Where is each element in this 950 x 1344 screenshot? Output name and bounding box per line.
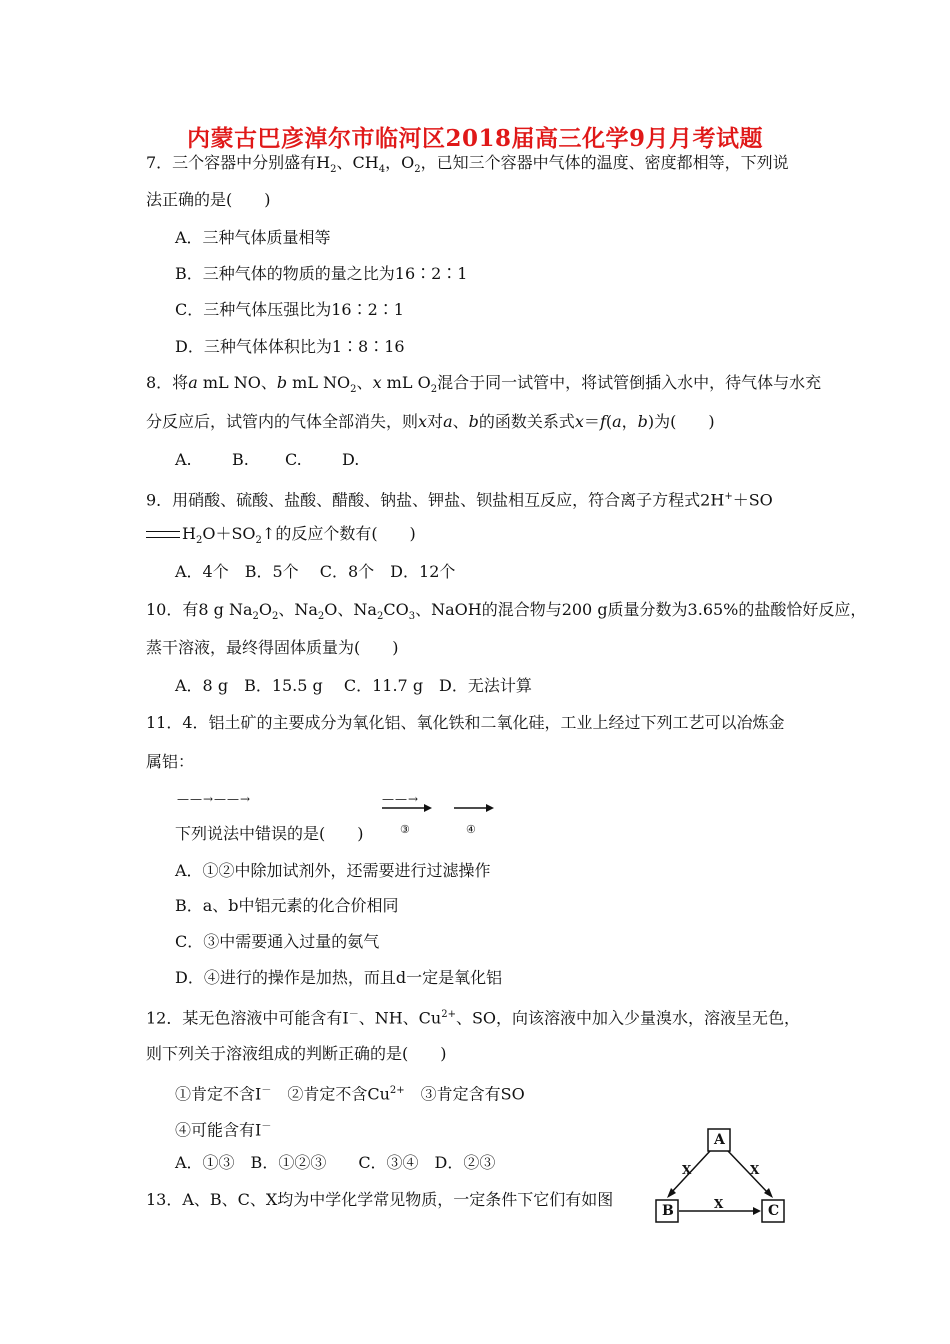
q11-option-a: A．①②中除加试剂外，还需要进行过滤操作 bbox=[175, 861, 491, 880]
diagram-node-c: C bbox=[768, 1203, 780, 1219]
flow-step-4-label: ④ bbox=[466, 823, 476, 836]
q7-option-c: C．三种气体压强比为16∶2∶1 bbox=[175, 300, 404, 319]
q7-stem-line1: 7．三个容器中分别盛有$H_2$、$CH_4$，$O_2$，已知三个容器中气体的温度、密度都相等，下列说 bbox=[146, 153, 789, 176]
q9-options: A．4个 B．5个 C．8个 D．12个 bbox=[175, 562, 456, 581]
diagram-label-x-bottom: X bbox=[714, 1197, 724, 1211]
q7-stem-line2: 法正确的是( ) bbox=[146, 190, 271, 209]
q11-option-b: B．a、b中铝元素的化合价相同 bbox=[175, 896, 399, 915]
q8-option-a: A. bbox=[175, 450, 192, 469]
q11-stem-line3: 下列说法中错误的是( ) bbox=[175, 824, 364, 843]
flow-step-3-label: ③ bbox=[400, 823, 410, 836]
q7-option-b: B．三种气体的物质的量之比为16∶2∶1 bbox=[175, 264, 468, 283]
q8-stem-line1: 8．将a mL NO、b mL $NO_2$、x mL $O_2$混合于同一试管中，将试管倒插入水中，待气体与水充 bbox=[146, 373, 822, 396]
q11-option-d: D．④进行的操作是加热，而且d一定是氧化铝 bbox=[175, 968, 503, 987]
q10-stem-line2: 蒸干溶液，最终得固体质量为( ) bbox=[146, 638, 399, 657]
q9-stem-line1: 9．用硝酸、硫酸、盐酸、醋酸、钠盐、钾盐、钡盐相互反应，符合离子方程式2H+＋SO bbox=[146, 490, 773, 510]
diagram-node-a: A bbox=[714, 1132, 725, 1148]
equals-sign-icon bbox=[146, 531, 180, 538]
q12-stem-line2: 则下列关于溶液组成的判断正确的是( ) bbox=[146, 1044, 447, 1063]
q7-option-d: D．三种气体体积比为1∶8∶16 bbox=[175, 337, 405, 356]
diagram-label-x-right: X bbox=[750, 1163, 760, 1177]
q12-statement-4: ④可能含有I－ bbox=[175, 1120, 272, 1140]
q7-option-a: A．三种气体质量相等 bbox=[175, 228, 331, 247]
q9-stem-line2: $H_2O+SO_2↑$的反应个数有( ) bbox=[146, 524, 416, 551]
q13-stem-line1: 13．A、B、C、X均为中学化学常见物质，一定条件下它们有如图 bbox=[146, 1190, 614, 1209]
flow-arrows-1: ——→——→ bbox=[177, 792, 252, 806]
q10-options: A．8 g B．15.5 g C．11.7 g D．无法计算 bbox=[175, 676, 532, 695]
flow-arrows-2: ——→ bbox=[382, 792, 420, 806]
q8-option-b: B. bbox=[232, 450, 249, 469]
flow-arrow-icons bbox=[380, 800, 510, 816]
q11-option-c: C．③中需要通入过量的氨气 bbox=[175, 932, 380, 951]
page-title: 内蒙古巴彦淖尔市临河区2018届高三化学9月月考试题 bbox=[186, 125, 764, 152]
q12-statements-1-3: ①肯定不含I－ ②肯定不含$Cu^{2+}$ ③肯定含有SO bbox=[175, 1084, 525, 1104]
diagram-node-b: B bbox=[662, 1203, 674, 1219]
q12-stem-line1: 12．某无色溶液中可能含有I－、NH、$Cu^{2+}$、SO，向该溶液中加入少量溴水，溶液呈无色， bbox=[146, 1008, 801, 1028]
q8-stem-line2: 分反应后，试管内的气体全部消失，则x对a、b的函数关系式x＝f(a，b)为( ) bbox=[146, 412, 715, 431]
q12-options: A．①③ B．①②③ C．③④ D．②③ bbox=[175, 1153, 496, 1172]
q8-option-c: C. bbox=[285, 450, 302, 469]
q11-stem-line2: 属铝： bbox=[146, 752, 195, 771]
q11-stem-line1: 11．4．铝土矿的主要成分为氧化铝、氧化铁和二氧化硅，工业上经过下列工艺可以冶炼金 bbox=[146, 713, 785, 732]
diagram-label-x-left: X bbox=[682, 1163, 692, 1177]
q10-stem-line1: 10．有8 g $Na_2O_2$、$Na_2O$、$Na_2CO_3$、NaOH的混合物与200 g质量分数为3.65%的盐酸恰好反应， bbox=[146, 600, 867, 623]
q8-option-d: D. bbox=[342, 450, 360, 469]
abc-reaction-diagram bbox=[650, 1126, 790, 1226]
